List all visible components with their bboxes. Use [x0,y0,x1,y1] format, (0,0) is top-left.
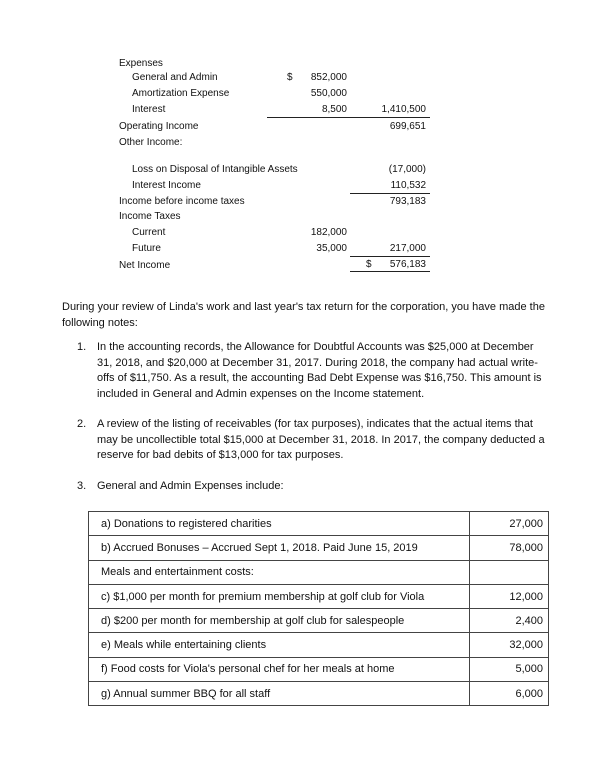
table-row [89,657,549,681]
table-row [89,536,549,560]
note-text: General and Admin Expenses include: [97,479,284,492]
table-row [89,512,549,536]
income-statement [0,0,607,280]
amortization-value: 550,000 [310,88,347,99]
expense-amount: 27,000 [470,512,549,536]
note-item [77,340,547,402]
underline-expenses [267,117,430,118]
expenses-label: Expenses [119,58,163,69]
underline-other-income [350,193,430,194]
general-admin-label: General and Admin [132,72,218,83]
interest-value: 8,500 [321,104,347,115]
future-tax-value: 35,000 [316,243,347,254]
table-row [89,560,549,584]
note-item [77,417,547,464]
future-tax-label: Future [132,243,161,254]
dollar-sign: $ [287,72,293,83]
underline-net-income [350,271,430,272]
expense-description: c) $1,000 per month for premium membership at golf club for Viola [89,584,470,608]
current-tax-label: Current [132,227,166,238]
net-income-dollar: $ [366,259,372,270]
expense-description: e) Meals while entertaining clients [89,633,470,657]
net-income-label: Net Income [119,260,171,271]
operating-income-label: Operating Income [119,121,199,132]
expense-amount [470,560,549,584]
expense-amount: 2,400 [470,609,549,633]
interest-income-label: Interest Income [132,180,201,191]
expense-amount: 78,000 [470,536,549,560]
expense-description: f) Food costs for Viola's personal chef for her meals at home [89,657,470,681]
note-number: 3. [77,479,87,492]
total-taxes-value: 217,000 [389,243,426,254]
expense-amount: 6,000 [470,682,549,706]
general-admin-value: 852,000 [310,72,347,83]
expense-amount: 5,000 [470,657,549,681]
intro-paragraph: During your review of Linda's work and last year's tax return for the corporation, you have made the following notes: [62,301,545,329]
income-before-tax-value: 793,183 [389,196,426,207]
note-text: A review of the listing of receivables (for tax purposes), indicates that the actual items that may be uncollectible total $15,000 at December 31, 2018. In 2017, the company deducted a reserve for bad debits of $13,000 for tax purposes. [97,418,545,461]
note-number: 2. [77,418,87,430]
note-text: In the accounting records, the Allowance for Doubtful Accounts was $25,000 at December 31, 2018, and $20,000 at December 31, 2017. During 2018, the company had actual write-offs of $11,750. As a result, the accounting Bad Debt Expense was $16,750. This amount is included in General and Admin expenses on the Income statement. [97,341,542,400]
expense-description: g) Annual summer BBQ for all staff [89,682,470,706]
expense-description: d) $200 per month for membership at golf club for salespeople [89,609,470,633]
note-number: 1. [77,341,87,353]
table-row [89,682,549,706]
expense-description: Meals and entertainment costs: [89,560,470,584]
net-income-value: 576,183 [389,259,426,270]
income-before-tax-label: Income before income taxes [119,196,245,207]
interest-income-value: 110,532 [390,180,426,191]
operating-income-value: 699,651 [389,121,426,132]
expense-description: b) Accrued Bonuses – Accrued Sept 1, 2018. Paid June 15, 2019 [89,536,470,560]
amortization-label: Amortization Expense [132,88,230,99]
expense-amount: 12,000 [470,584,549,608]
underline-taxes [350,256,430,257]
table-row [89,609,549,633]
income-taxes-label: Income Taxes [119,211,181,222]
loss-disposal-label: Loss on Disposal of Intangible Assets [132,164,298,175]
other-income-label: Other Income: [119,137,183,148]
total-expenses-value: 1,410,500 [381,104,426,115]
table-row [89,633,549,657]
expense-amount: 32,000 [470,633,549,657]
note-item [77,479,547,495]
expense-description: a) Donations to registered charities [89,512,470,536]
expense-table [88,511,549,706]
current-tax-value: 182,000 [310,227,347,238]
interest-label: Interest [132,104,166,115]
loss-disposal-value: (17,000) [388,164,426,175]
table-row [89,584,549,608]
notes-list [77,340,547,509]
